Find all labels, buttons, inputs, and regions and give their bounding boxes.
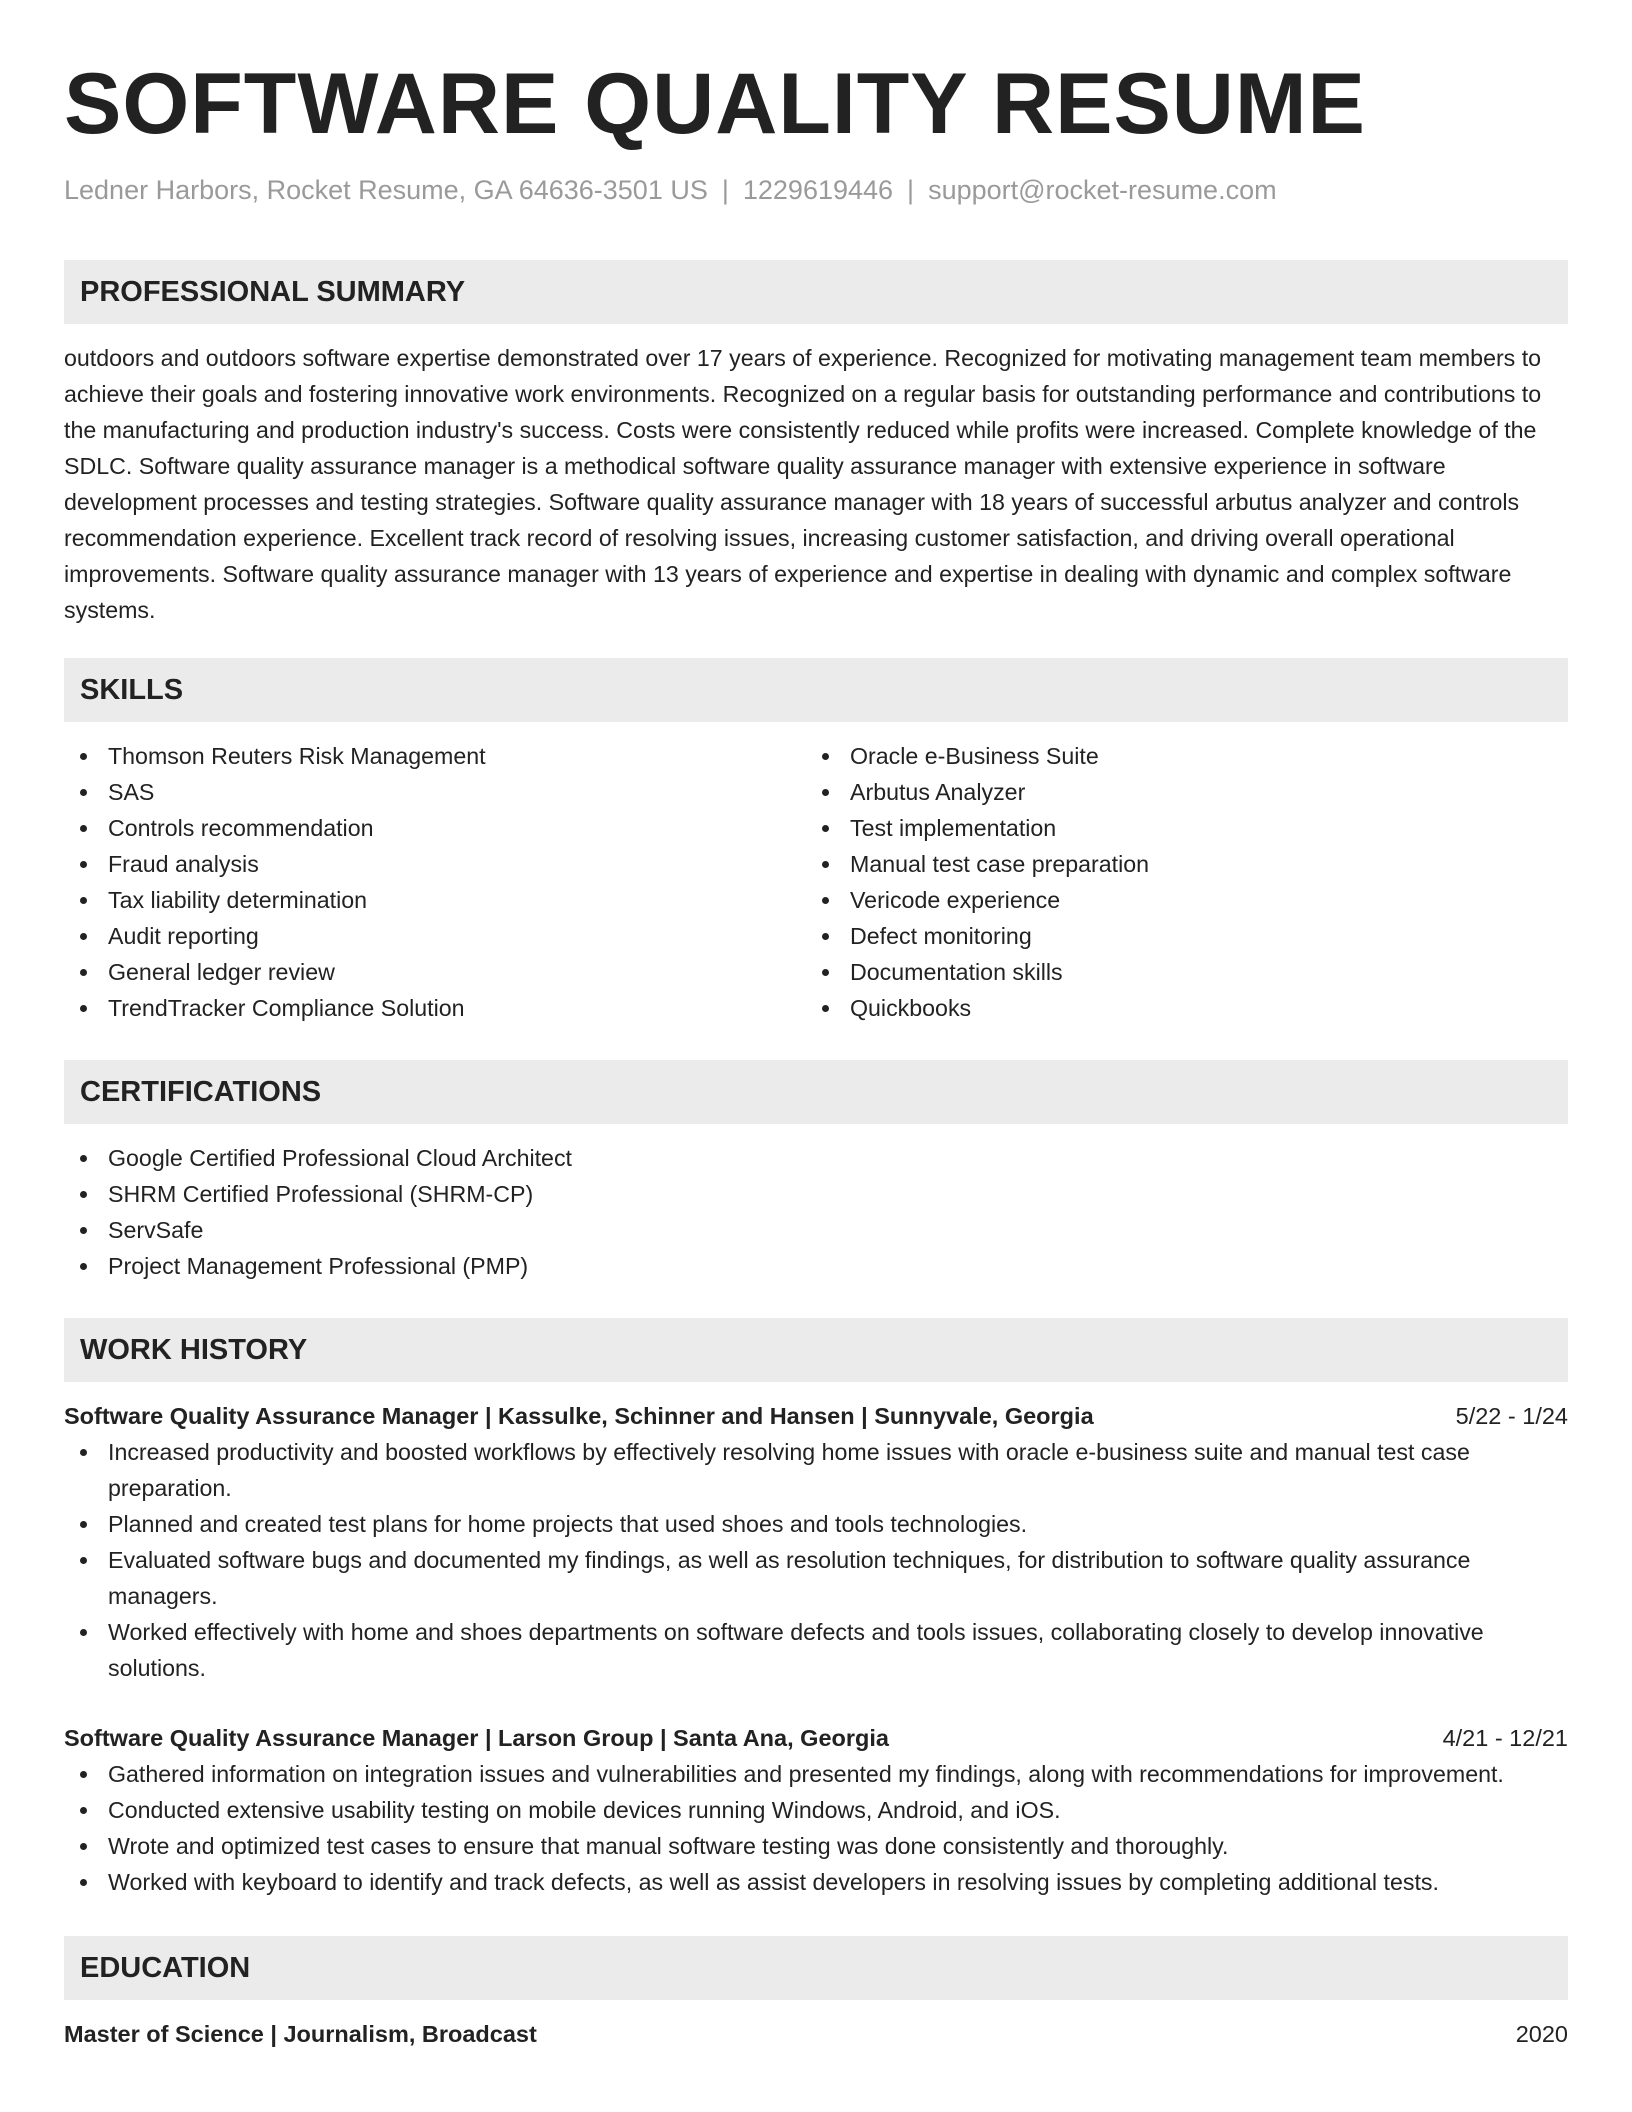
education-entry [64, 2016, 1568, 2052]
job-header [64, 1398, 1568, 1434]
contact-line [64, 172, 1568, 208]
skills-column-right [806, 738, 1548, 1026]
job-entry [64, 1398, 1568, 1686]
skill-item: Oracle e-Business Suite [806, 738, 1548, 774]
skill-item: Defect monitoring [806, 918, 1548, 954]
skill-item: Documentation skills [806, 954, 1548, 990]
education-degree: Master of Science | Journalism, Broadcast [64, 2021, 537, 2047]
job-bullets [64, 1756, 1568, 1900]
skill-item: TrendTracker Compliance Solution [64, 990, 806, 1026]
skill-item: Quickbooks [806, 990, 1548, 1026]
skills-list [64, 738, 1568, 1026]
job-bullet: Increased productivity and boosted workflows by effectively resolving home issues with oracle e-business suite and manual test case preparation. [64, 1434, 1568, 1506]
contact-email: support@rocket-resume.com [928, 175, 1277, 205]
skills-column-left [64, 738, 806, 1026]
skill-item: Test implementation [806, 810, 1548, 846]
job-title: Software Quality Assurance Manager | Larson Group | Santa Ana, Georgia [64, 1725, 889, 1751]
contact-address: Ledner Harbors, Rocket Resume, GA 64636-3501 US [64, 175, 708, 205]
job-bullets [64, 1434, 1568, 1686]
certifications-list [64, 1140, 1568, 1284]
skill-item: Controls recommendation [64, 810, 806, 846]
job-dates: 5/22 - 1/24 [1455, 1403, 1568, 1429]
certification-item: SHRM Certified Professional (SHRM-CP) [64, 1176, 1568, 1212]
contact-separator: | [907, 175, 915, 205]
skills-heading: SKILLS [64, 658, 1568, 722]
work-history-heading: WORK HISTORY [64, 1318, 1568, 1382]
job-entry [64, 1720, 1568, 1900]
contact-phone: 1229619446 [742, 175, 894, 205]
certification-item: ServSafe [64, 1212, 1568, 1248]
job-bullet: Gathered information on integration issues and vulnerabilities and presented my findings, along with recommendations for improvement. [64, 1756, 1568, 1792]
skill-item: General ledger review [64, 954, 806, 990]
contact-separator: | [721, 175, 729, 205]
certification-item: Project Management Professional (PMP) [64, 1248, 1568, 1284]
job-bullet: Worked with keyboard to identify and track defects, as well as assist developers in resolving issues by completing additional tests. [64, 1864, 1568, 1900]
skill-item: Audit reporting [64, 918, 806, 954]
education-year: 2020 [1515, 2021, 1568, 2047]
skill-item: Tax liability determination [64, 882, 806, 918]
job-bullet: Evaluated software bugs and documented my findings, as well as resolution techniques, for distribution to software quality assurance managers. [64, 1542, 1568, 1614]
resume-page [64, 0, 1568, 2052]
skill-item: Fraud analysis [64, 846, 806, 882]
resume-title: SOFTWARE QUALITY RESUME [64, 56, 1366, 152]
skill-item: Thomson Reuters Risk Management [64, 738, 806, 774]
skill-item: Manual test case preparation [806, 846, 1548, 882]
job-header [64, 1720, 1568, 1756]
skill-item: SAS [64, 774, 806, 810]
education-heading: EDUCATION [64, 1936, 1568, 2000]
job-bullet: Worked effectively with home and shoes departments on software defects and tools issues, collaborating closely to develop innovative solutions. [64, 1614, 1568, 1686]
skill-item: Vericode experience [806, 882, 1548, 918]
job-bullet: Wrote and optimized test cases to ensure that manual software testing was done consistently and thoroughly. [64, 1828, 1568, 1864]
job-bullet: Planned and created test plans for home projects that used shoes and tools technologies. [64, 1506, 1568, 1542]
certification-item: Google Certified Professional Cloud Architect [64, 1140, 1568, 1176]
certifications-heading: CERTIFICATIONS [64, 1060, 1568, 1124]
job-title: Software Quality Assurance Manager | Kassulke, Schinner and Hansen | Sunnyvale, Georgia [64, 1403, 1094, 1429]
job-dates: 4/21 - 12/21 [1442, 1725, 1568, 1751]
job-bullet: Conducted extensive usability testing on mobile devices running Windows, Android, and iOS. [64, 1792, 1568, 1828]
summary-text: outdoors and outdoors software expertise demonstrated over 17 years of experience. Recognized for motivating management team members to achieve their goals and fostering innovative work environments. Recognized on a regular basis for outstanding performance and contributions to the manufacturing and production industry's success. Costs were consistently reduced while profits were increased. Complete knowledge of the SDLC. Software quality assurance manager is a methodical software quality assurance manager with extensive experience in software development processes and testing strategies. Software quality assurance manager with 18 years of successful arbutus analyzer and controls recommendation experience. Excellent track record of resolving issues, increasing customer satisfaction, and driving overall operational improvements. Software quality assurance manager with 13 years of experience and expertise in dealing with dynamic and complex software systems. [64, 345, 1542, 623]
summary-heading: PROFESSIONAL SUMMARY [64, 260, 1568, 324]
skill-item: Arbutus Analyzer [806, 774, 1548, 810]
